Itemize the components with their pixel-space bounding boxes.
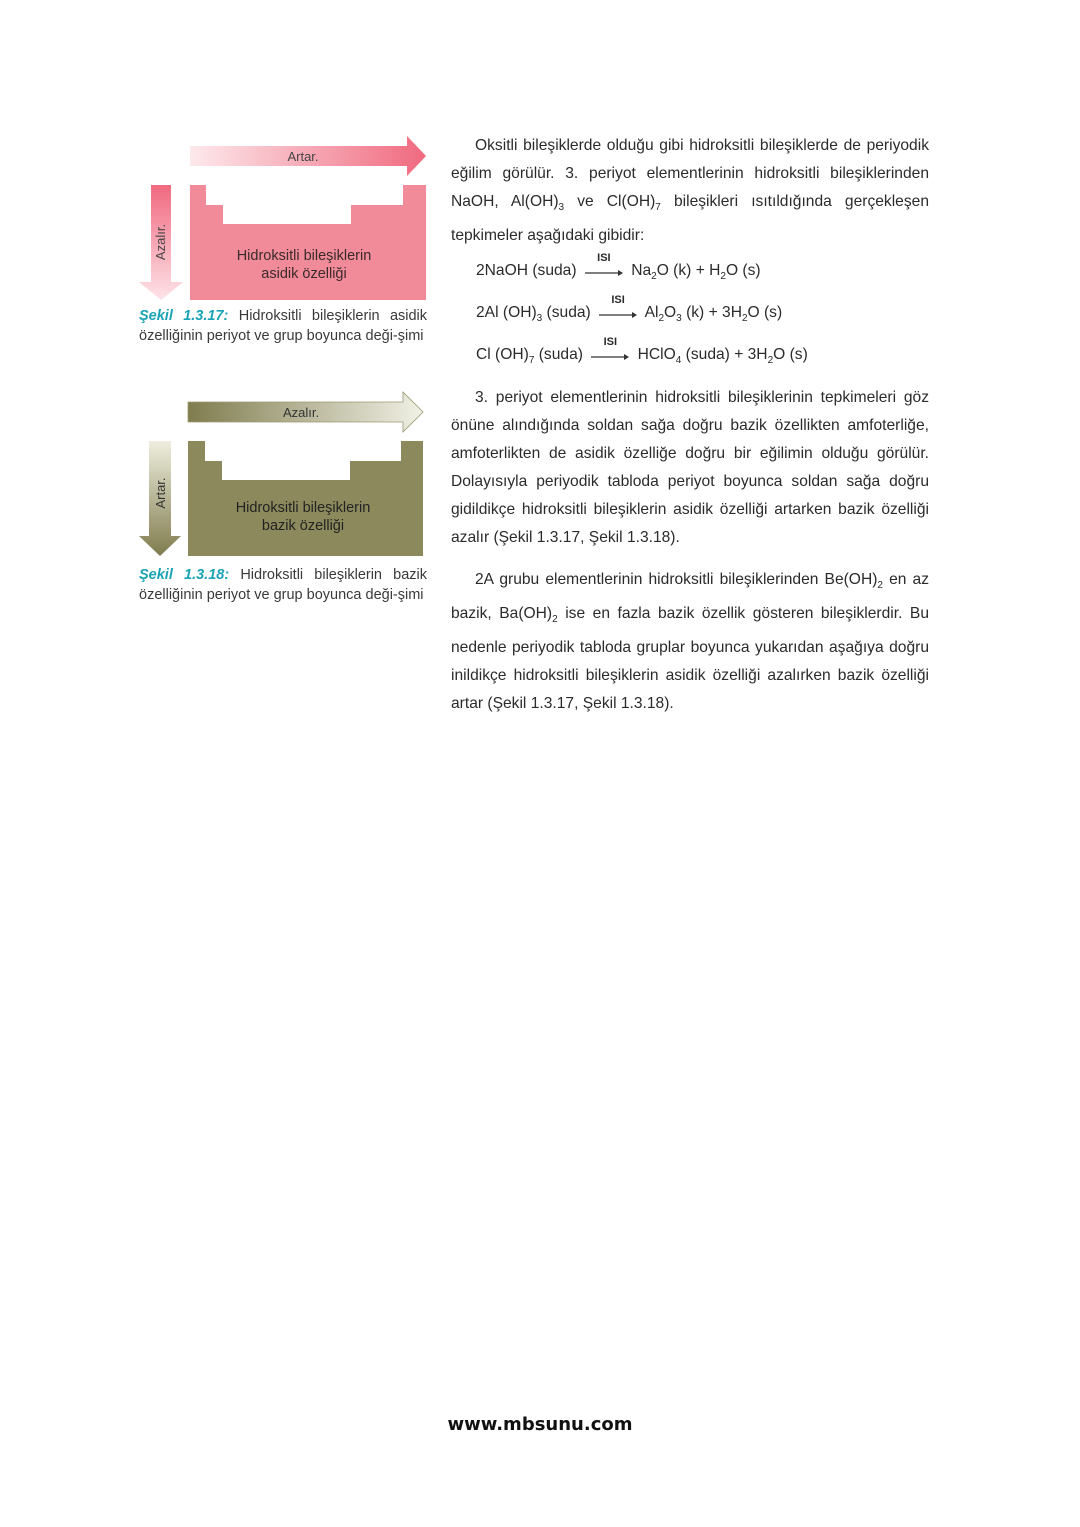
arrow-h-label: Azalır. — [282, 405, 320, 420]
reaction-arrow: ISI — [585, 264, 623, 278]
box-line-1: Hidroksitli bileşiklerin — [235, 500, 371, 516]
paragraph-period-trend: 3. periyot elementlerinin hidroksitli bileşiklerinin tepkimeleri göz önüne alındığında soldan sağa doğru bazik özellikten amfoterliğe, amfoterlikten de asidik özelliğe doğru bir eğilimin olduğu görülür. Dolayısıyla periyodik tabloda periyot boyunca soldan sağa doğru gidildikçe hidroksitli bileşiklerin asidik özelliği artarken bazik özelliği azalır (Şekil 1.3.17, Şekil 1.3.18). — [451, 389, 929, 546]
caption-text: Hidroksitli bileşiklerin bazik özelliğinin periyot ve grup boyunca deği-şimi — [139, 567, 427, 603]
footer-url: www.mbsunu.com — [447, 1414, 633, 1435]
figure-acidic-trend — [139, 134, 429, 300]
caption-label: Şekil 1.3.17: — [139, 308, 229, 324]
figure-basic-diagram — [139, 390, 429, 558]
box-line-2: bazik özelliği — [261, 518, 345, 534]
equation-3: Cl $(OH)_7$ (suda) ISI HClO$_4$ (suda) + $3H_2O$ (s) — [476, 335, 808, 367]
arrow-v-label: Artar. — [153, 477, 168, 509]
paragraph-intro: Oksitli bileşiklerde olduğu gibi hidroksitli bileşiklerde de periyodik eğilim görülür. 3. periyot elementlerinin hidroksitli bileşiklerinden NaOH, $Al(OH)_3$ ve $Cl(OH)_7$ bileşikleri ısıtıldığında gerçekleşen tepkimeler aşağıdaki gibidir: — [451, 137, 929, 245]
equation-2: 2Al $(OH)_3$ (suda) ISI $Al_2O_3$ $(k) + 3H_2O$ (s) — [476, 293, 783, 325]
table-shape — [190, 185, 426, 300]
box-line-1: Hidroksitli bileşiklerin — [236, 248, 372, 264]
figure-1-caption — [139, 306, 427, 346]
caption-text: Hidroksitli bileşiklerin asidik özelliğinin periyot ve grup boyunca deği-şimi — [139, 308, 428, 344]
equation-1: 2NaOH (suda) ISI $Na_2O$ $(k) + H_2O$ (s) — [476, 251, 761, 283]
paragraph-group-trend: 2A grubu elementlerinin hidroksitli bileşiklerinden $Be(OH)_2$ en az bazik, $Ba(OH)_2$ ise en fazla bazik özellik gösteren bileşiklerdir. Bu nedenle periyodik tabloda gruplar boyunca yukarıdan aşağıya doğru inildikçe hidroksitli bileşiklerin asidik özelliği azalırken bazik özelliği artar (Şekil 1.3.17, Şekil 1.3.18). — [451, 571, 930, 713]
arrow-v-label: Azalır. — [153, 223, 168, 261]
reaction-arrow: ISI — [591, 348, 629, 362]
figure-2-caption — [139, 565, 427, 605]
reaction-arrow: ISI — [599, 306, 637, 320]
arrow-h-label: Artar. — [287, 149, 319, 164]
box-line-2: asidik özelliği — [261, 266, 347, 282]
caption-label: Şekil 1.3.18: — [139, 567, 230, 583]
table-shape — [188, 441, 423, 556]
figure-basic-trend — [139, 390, 429, 558]
figure-acidic-diagram — [139, 134, 429, 300]
